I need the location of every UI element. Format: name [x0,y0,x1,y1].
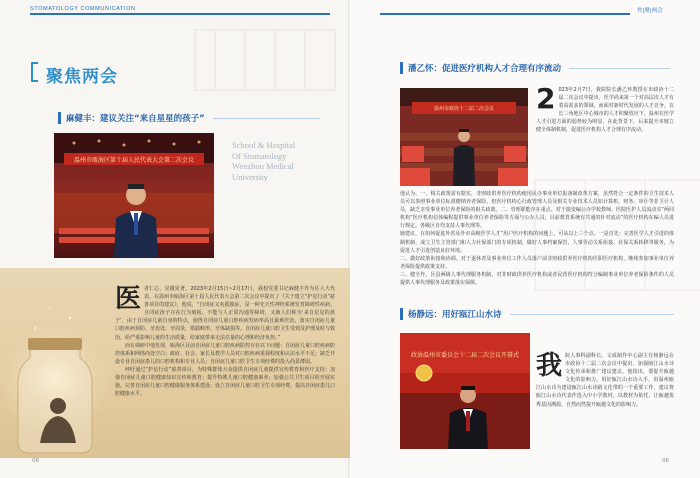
school-line-4: University [232,171,268,182]
headline-rule [213,118,320,119]
school-line-3: Wenzhou Medical [232,161,294,171]
article3-title: 杨静远：用好瓯江山水诗 [408,310,502,320]
article3-headline [400,306,674,322]
article2-para-4: 二、做好政策衔接和协调。对于退休者及事业单位工作人员落户前非财政供养医疗机构任职医疗机构，继续参加事业单位养老保险提供政策支持。 [400,255,674,270]
school-english-name [232,140,295,182]
article1-photo [54,133,214,258]
article1-title: 麻健丰：建议关注“来自星星的孩子” [66,114,205,124]
article1-para-2: 而在调研中他发现，瓯海区目前自闭症儿童口腔疾病防控存在以下问题：自闭症儿童口腔疾病防控体系和网络尚处空白；政府、社会、家长及教学人员对口腔疾病重视程度和认识水平不足；缺乏开设专业自闭症患儿的口腔机构和专业人员；自闭症儿童口腔卫生专项经费的投入尚显薄弱。 [115,342,336,365]
headline-marker [58,112,61,124]
article2-para-5: 三、健全作。区县两级人事代理服务机制。对非财政供养医疗机构或者民营医疗机构符合编制事业单位养老保险条件的人员提供人事代理服务及政策落实保障。 [400,271,674,287]
article3-photo [400,333,530,449]
article2-para-3: 她建议，在如何促进外省及外市高级医学人才”用户医疗机构的问题上，可从以上三个点。一是首先：完善医学人才引进的体制机制，成立卫生主管部门和人力社保部门的专项机制，做好人事档案保管，人事劳动关系衔接、社保关系转移等服务，为促进人才引进创造良好环境。 [400,231,674,254]
magazine-name: STOMATOLOGY COMMUNICATION [30,6,140,12]
article2-dropcap: 2 [536,82,556,115]
article2-title: 潘乙怀：促进医疗机构人才合理有序流动 [408,64,562,74]
headline-marker-3 [400,308,403,320]
header-rule-right [380,13,630,15]
article1-body [115,285,335,455]
headline-rule-2 [569,68,670,69]
page-number-right: 06 [662,458,669,464]
article3-body [536,352,674,452]
banner-text: 温州市瓯海区第十届人民代表大会第二次会议 [73,157,195,164]
jar-illustration [0,268,110,458]
section-title: 聚焦两会 [46,67,118,87]
headline-marker-2 [400,62,403,74]
column-tag: 焦|聚|两会 [634,6,666,14]
page-number-left: 06 [32,458,39,464]
article2-body [536,82,674,188]
school-line-2: Of Stomatology [232,150,287,161]
article1-dropcap: 医 [115,284,142,314]
banner-text-2: 温州市政协十二届二次会议 [433,106,495,112]
article3-dropcap: 我 [536,351,563,381]
school-line-1: School & Hospital [232,140,296,150]
title-bracket-icon [30,62,40,82]
article2-para-1: 023年2月7日，我院院长潘乙怀教授在市政协十二届二次会议中提出，医学尚来第一个对高层次人才有着高需求的领域，而面对新时代发展的人才竞争，在长三角地区中心城市的人才积聚效应下，温州在医学人才引进方面的弱势较为明显，在此背景下，后来提升本辖立健全体制机制，促进医疗机构人才合理有序流动。 [536,87,674,134]
article2-body-wide [400,190,674,296]
article2-photo [400,88,528,186]
banner-text-3: 政协温州市委员会十二届二次会议开幕式 [410,352,520,359]
headline-rule-3 [510,314,674,315]
article2-headline [400,60,670,76]
article2-para-2: 他认为，一、相关政策需有据实，非财政供养医疗机构使用民办事业单位报备制改革方案，虽然符合一定条件的卫生技术人员可以参照事业单位标准缴纳养老保险，但医疗机构心行政管理人员及相关专业技术人员如计算机、财务、审计等非卫计人员，缺乏享受事业单位养老保险的相关政策。二、管理职能存在重点。对于演变编公办学校教师，医院医护人员流动实“两同机构”医疗机构信体编程提供事业单位养老保险等方面与公办人员，目前教育系统有共通的针对流动”的医疗机构在编人员进行规定。各级区自均支持人事代理等。 [400,191,674,230]
header-rule-left [30,13,330,15]
article1-para-1: 者仁心，见微见著。2023年2月15日~2月17日，我校党委书记麻健丰作为区人大代表，在温州市瓯海区第十届人民代表大会第二次会议中提出了《关于建立“护星行动”慈善项目的建议》，他说，“自闭症又名孤独症，是一种先天性神经系统发育障碍性疾病。自闭症孩子存在行为刻板、不能与人正常沟通等障碍，又被人们称为‘来自星星的孩子’，由于自闭症儿童自身的特点，使得自闭症儿童口腔疾病发病率高且最难医治。落实自闭症儿童口腔疾病预防、牙齿处、牙周炎、错颌畸形、牙体缺损等。自闭症儿童口腔卫生受到及护理及时与救治，给严重影响儿童的生活质量，给家庭带来无法估量的心理和经济负担。” [115,286,336,341]
article3-para-1: 院人事科副科长、文成制作中心副主任杨静远在市政协十二届二次会议中提出，加强瓯江山水诗文化传承和推广建议建议。他指出，要提升瓯越文化的影响力，用好瓯江山水诗入手，用温州瓯江山水诗为建设瓯江山水诗路文化带的一个重要工作，建议将瓯江山水诗代表作选入中小学教材，以教材为依托，让瓯越优秀基因溯源，自然而然提升瓯越文化的影响力。 [536,353,674,408]
article1-para-3: 呼吁通过“护星行动”慈善项目，为特殊群体大众提供自闭症儿童提供宣传教育和医疗支持；加强自闭症儿童口腔健康知识宣传和教育；提升特殊儿童口腔健康素养；加强公共卫生项目的开展实施，完善自闭症儿童口腔健康服务体系建设；设立自闭症儿童口腔卫生专项经费，提高自闭症患儿口腔健康水平。 [115,366,336,398]
article1-headline [58,110,320,126]
